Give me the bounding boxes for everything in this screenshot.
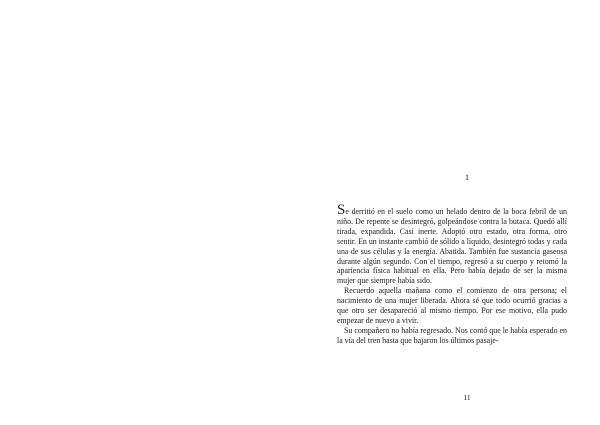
- chapter-body-text: [337, 202, 567, 346]
- page-number: 11: [463, 393, 471, 402]
- paragraph-3: Su compañero no había regresado. Nos contó que le había esperado en la vía del tren hasta que bajaron los últimos pasaje-: [337, 325, 567, 345]
- initial-letter: S: [337, 202, 346, 218]
- right-page: [300, 0, 600, 425]
- paragraph-1: [337, 202, 567, 286]
- paragraph-1-text: e derritió en el suelo como un helado dentro de la boca febril de un niño. De repente se desintegró, golpeándose contra la butaca. Quedó allí tirada, expandida. Casi inerte. Adoptó otro estado, otra forma, otro sentir. En un instante cambió de sólido a líquido, desintegró todas y cada una de sus células y la energía. Abatida. También fue sustancia gaseosa durante algún segundo. Con el tiempo, regresó a su cuerpo y retomó la apariencia física habitual en ella. Pero había dejado de ser la misma mujer que siempre había sido.: [337, 207, 567, 286]
- chapter-number: 1: [464, 172, 470, 182]
- paragraph-2: Recuerdo aquella mañana como el comienzo de otra persona; el nacimiento de una mujer liberada. Ahora sé que todo ocurrió gracias a que otro ser desapareció al mismo tiempo. Por ese motivo, ella pudo empezar de nuevo a vivir.: [337, 286, 567, 325]
